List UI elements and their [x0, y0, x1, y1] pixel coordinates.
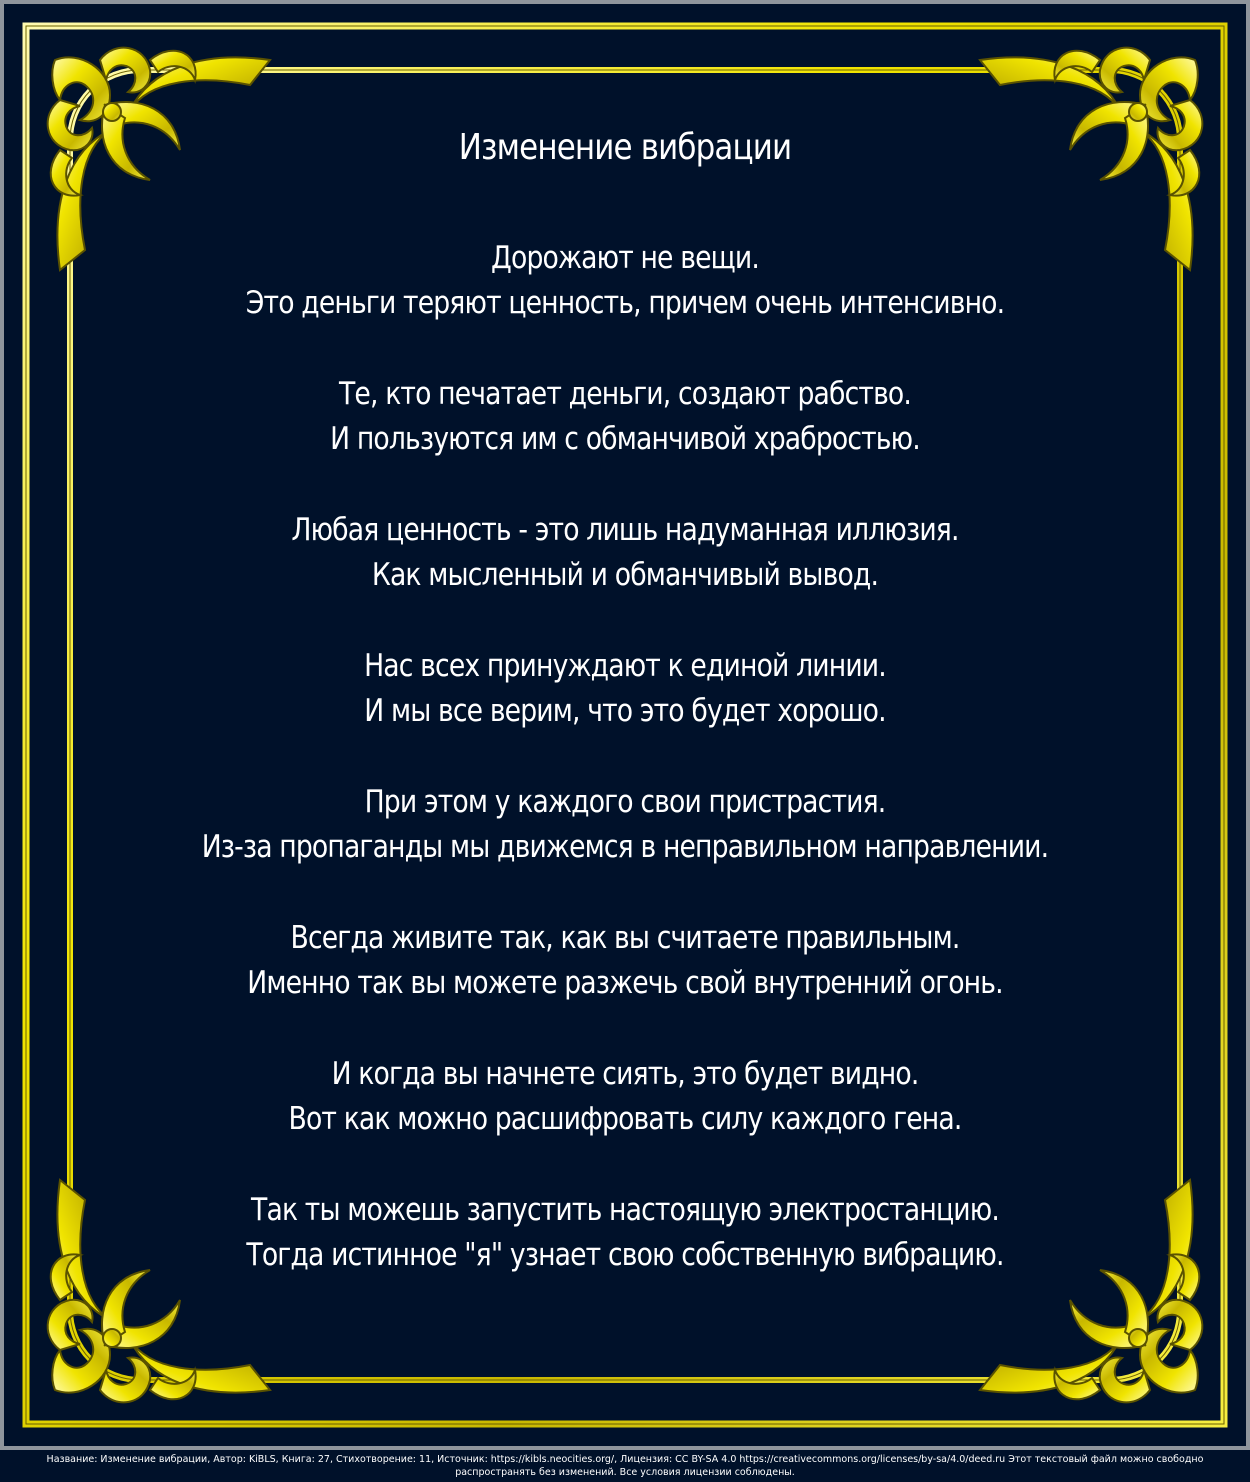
stanza — [90, 644, 1160, 734]
poem-body — [90, 118, 1160, 1324]
poem-line: Любая ценность - это лишь надуманная иллюзия. — [291, 512, 959, 548]
poem-line: Из-за пропаганды мы движемся в неправильном направлении. — [201, 829, 1049, 865]
stanza — [90, 372, 1160, 462]
poem-line: Те, кто печатает деньги, создают рабство. — [338, 376, 912, 412]
poem-line: Всегда живите так, как вы считаете правильным. — [290, 920, 960, 956]
license-line-1: Название: Изменение вибрации, Автор: KiBLS, Книга: 27, Стихотворение: 11, Источник: https://kibls.neocities.org/, Лицензия: CC BY-SA 4.0 https://creativecommons.org/licenses/by-sa/4.0/deed.ru Этот текстовый файл можно свободно — [46, 1454, 1204, 1465]
poem-line: Так ты можешь запустить настоящую электростанцию. — [251, 1192, 999, 1228]
stanza — [90, 1052, 1160, 1142]
stanza — [90, 508, 1160, 598]
stanza — [90, 780, 1160, 870]
poem-line: И пользуются им с обманчивой храбростью. — [330, 421, 920, 457]
poem-line: Тогда истинное "я" узнает свою собственную вибрацию. — [246, 1237, 1004, 1273]
poem-line: Как мысленный и обманчивый вывод. — [371, 557, 879, 593]
poem-line: Нас всех принуждают к единой линии. — [364, 648, 886, 684]
poem-line: И мы все верим, что это будет хорошо. — [364, 693, 886, 729]
license-footer — [0, 1450, 1250, 1482]
license-line-2: распространять без изменений. Все условия лицензии соблюдены. — [455, 1467, 795, 1478]
stanza — [90, 236, 1160, 326]
poem-line: И когда вы начнете сиять, это будет видно. — [331, 1056, 919, 1092]
poem-line: Дорожают не вещи. — [491, 240, 759, 276]
poem-line: Это деньги теряют ценность, причем очень интенсивно. — [245, 285, 1005, 321]
poem-title: Изменение вибрации — [458, 127, 792, 168]
poem-line: Вот как можно расшифровать силу каждого гена. — [288, 1101, 962, 1137]
poem-line: Именно так вы можете разжечь свой внутренний огонь. — [247, 965, 1003, 1001]
poem-line: При этом у каждого свои пристрастия. — [364, 784, 886, 820]
stanza — [90, 1188, 1160, 1278]
stanza — [90, 916, 1160, 1006]
